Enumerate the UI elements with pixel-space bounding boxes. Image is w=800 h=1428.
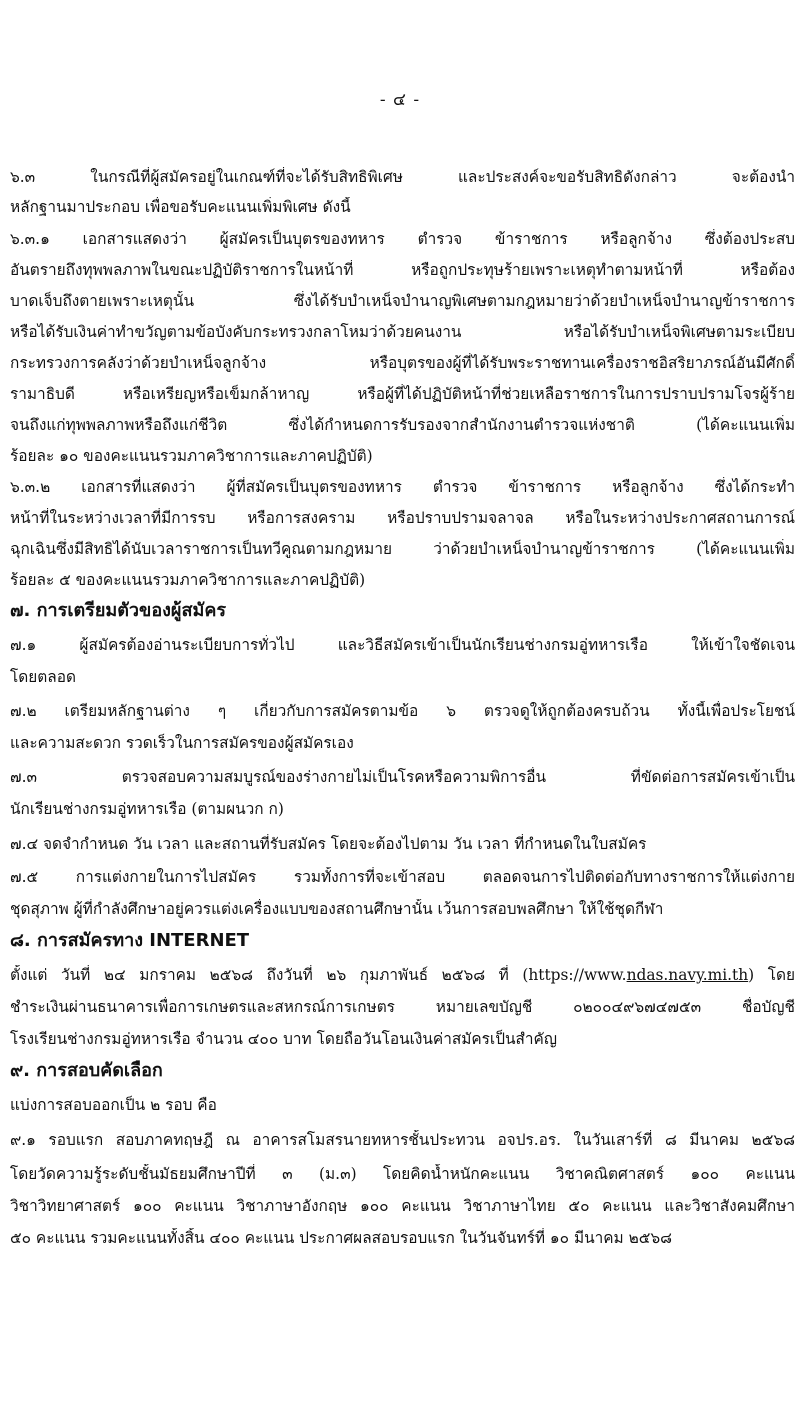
paragraph-line: รามาธิบดี หรือเหรียญหรือเข็มกล้าหาญ หรือผู้ที่ได้ปฏิบัติหน้าที่ช่วยเหลือราชการในการปราบปรามโจรผู้ร้าย xyxy=(10,385,795,403)
paragraph-line: นักเรียนช่างกรมอู่ทหารเรือ (ตามผนวก ก) xyxy=(10,800,284,818)
paragraph-line: แบ่งการสอบออกเป็น ๒ รอบ คือ xyxy=(10,1096,217,1114)
paragraph-line: ฉุกเฉินซึ่งมีสิทธิได้นับเวลาราชการเป็นทวีคูณตามกฎหมาย ว่าด้วยบำเหน็จบำนาญข้าราชการ (ได้คะแนนเพิ่ม xyxy=(10,540,795,558)
paragraph-line: โดยวัดความรู้ระดับชั้นมัธยมศึกษาปีที่ ๓ (ม.๓) โดยคิดน้ำหนักคะแนน วิชาคณิตศาสตร์ ๑๐๐ คะแนน xyxy=(10,1165,795,1183)
paragraph-line: ชุดสุภาพ ผู้ที่กำลังศึกษาอยู่ควรแต่งเครื่องแบบของสถานศึกษานั้น เว้นการสอบพลศึกษา ให้ใช้ชุดกีฬา xyxy=(10,900,664,918)
paragraph-line: บาดเจ็บถึงตายเพราะเหตุนั้น ซึ่งได้รับบำเหน็จบำนาญพิเศษตามกฎหมายว่าด้วยบำเหน็จบำนาญข้าราชการ xyxy=(10,292,795,310)
paragraph-line: ๖.๓ ในกรณีที่ผู้สมัครอยู่ในเกณฑ์ที่จะได้รับสิทธิพิเศษ และประสงค์จะขอรับสิทธิดังกล่าว จะต้องนำ xyxy=(10,168,795,186)
paragraph-line: หลักฐานมาประกอบ เพื่อขอรับคะแนนเพิ่มพิเศษ ดังนี้ xyxy=(10,198,351,216)
paragraph-line: ๖.๓.๑ เอกสารแสดงว่า ผู้สมัครเป็นบุตรของทหาร ตำรวจ ข้าราชการ หรือลูกจ้าง ซึ่งต้องประสบ xyxy=(10,230,795,248)
paragraph-line: และความสะดวก รวดเร็วในการสมัครของผู้สมัครเอง xyxy=(10,734,354,752)
paragraph-line: โรงเรียนช่างกรมอู่ทหารเรือ จำนวน ๔๐๐ บาท โดยถือวันโอนเงินค่าสมัครเป็นสำคัญ xyxy=(10,1030,557,1048)
paragraph-line xyxy=(10,965,795,987)
paragraph-line: จนถึงแก่ทุพพลภาพหรือถึงแก่ชีวิต ซึ่งได้กำหนดการรับรองจากสำนักงานตำรวจแห่งชาติ (ได้คะแนนเพิ่ม xyxy=(10,416,795,434)
paragraph-line: ร้อยละ ๕ ของคะแนนรวมภาควิชาการและภาคปฏิบัติ) xyxy=(10,571,366,589)
paragraph-line: ๕๐ คะแนน รวมคะแนนทั้งสิ้น ๔๐๐ คะแนน ประกาศผลสอบรอบแรก ในวันจันทร์ที่ ๑๐ มีนาคม ๒๕๖๘ xyxy=(10,1229,673,1247)
text-segment: ตั้งแต่ วันที่ ๒๔ มกราคม ๒๕๖๘ ถึงวันที่ ๒๖ กุมภาพันธ์ ๒๕๖๘ ที่ (https://www. xyxy=(10,966,627,984)
text-segment: ) โดย xyxy=(748,966,795,984)
paragraph-line: ชำระเงินผ่านธนาคารเพื่อการเกษตรและสหกรณ์การเกษตร หมายเลขบัญชี ๐๒๐๐๔๙๖๗๔๗๕๓ ชื่อบัญชี xyxy=(10,998,795,1016)
paragraph-line: กระทรวงการคลังว่าด้วยบำเหน็จลูกจ้าง หรือบุตรของผู้ที่ได้รับพระราชทานเครื่องราชอิสริยาภรณ์อันมีศักดิ์ xyxy=(10,354,795,372)
paragraph-line: ๗.๕ การแต่งกายในการไปสมัคร รวมทั้งการที่จะเข้าสอบ ตลอดจนการไปติดต่อกับทางราชการให้แต่งกาย xyxy=(10,868,795,886)
paragraph-line: โดยตลอด xyxy=(10,668,76,686)
paragraph-line: ร้อยละ ๑๐ ของคะแนนรวมภาควิชาการและภาคปฏิบัติ) xyxy=(10,447,373,465)
paragraph-line: ๗.๒ เตรียมหลักฐานต่าง ๆ เกี่ยวกับการสมัครตามข้อ ๖ ตรวจดูให้ถูกต้องครบถ้วน ทั้งนี้เพื่อประโยชน์ xyxy=(10,702,795,720)
section-9-heading: ๙. การสอบคัดเลือก xyxy=(10,1060,163,1081)
paragraph-line: วิชาวิทยาศาสตร์ ๑๐๐ คะแนน วิชาภาษาอังกฤษ ๑๐๐ คะแนน วิชาภาษาไทย ๕๐ คะแนน และวิชาสังคมศึกษา xyxy=(10,1197,795,1215)
paragraph-line: อันตรายถึงทุพพลภาพในขณะปฏิบัติราชการในหน้าที่ หรือถูกประทุษร้ายเพราะเหตุทำตามหน้าที่ หรือต้อง xyxy=(10,261,795,279)
paragraph-line: ๗.๔ จดจำกำหนด วัน เวลา และสถานที่รับสมัคร โดยจะต้องไปตาม วัน เวลา ที่กำหนดในใบสมัคร xyxy=(10,835,647,853)
paragraph-line: ๗.๑ ผู้สมัครต้องอ่านระเบียบการทั่วไป และวิธีสมัครเข้าเป็นนักเรียนช่างกรมอู่ทหารเรือ ให้เข้าใจชัดเจน xyxy=(10,636,795,654)
page-number: - ๔ - xyxy=(379,90,421,110)
paragraph-line: ๙.๑ รอบแรก สอบภาคทฤษฎี ณ อาคารสโมสรนายทหารชั้นประทวน อจปร.อร. ในวันเสาร์ที่ ๘ มีนาคม ๒๕๖๘ xyxy=(10,1131,795,1149)
website-link[interactable]: ndas.navy.mi.th xyxy=(626,966,749,984)
paragraph-line: หน้าที่ในระหว่างเวลาที่มีการรบ หรือการสงคราม หรือปราบปรามจลาจล หรือในระหว่างประกาศสถานการณ์ xyxy=(10,509,795,527)
section-8-heading: ๘. การสมัครทาง INTERNET xyxy=(10,930,250,951)
paragraph-line: ๗.๓ ตรวจสอบความสมบูรณ์ของร่างกายไม่เป็นโรคหรือความพิการอื่น ที่ขัดต่อการสมัครเข้าเป็น xyxy=(10,768,795,786)
section-7-heading: ๗. การเตรียมตัวของผู้สมัคร xyxy=(10,600,227,621)
paragraph-line: ๖.๓.๒ เอกสารที่แสดงว่า ผู้ที่สมัครเป็นบุตรของทหาร ตำรวจ ข้าราชการ หรือลูกจ้าง ซึ่งได้กระทำ xyxy=(10,478,795,496)
paragraph-line: หรือได้รับเงินค่าทำขวัญตามข้อบังคับกระทรวงกลาโหมว่าด้วยคนงาน หรือได้รับบำเหน็จพิเศษตามระเบียบ xyxy=(10,323,795,341)
